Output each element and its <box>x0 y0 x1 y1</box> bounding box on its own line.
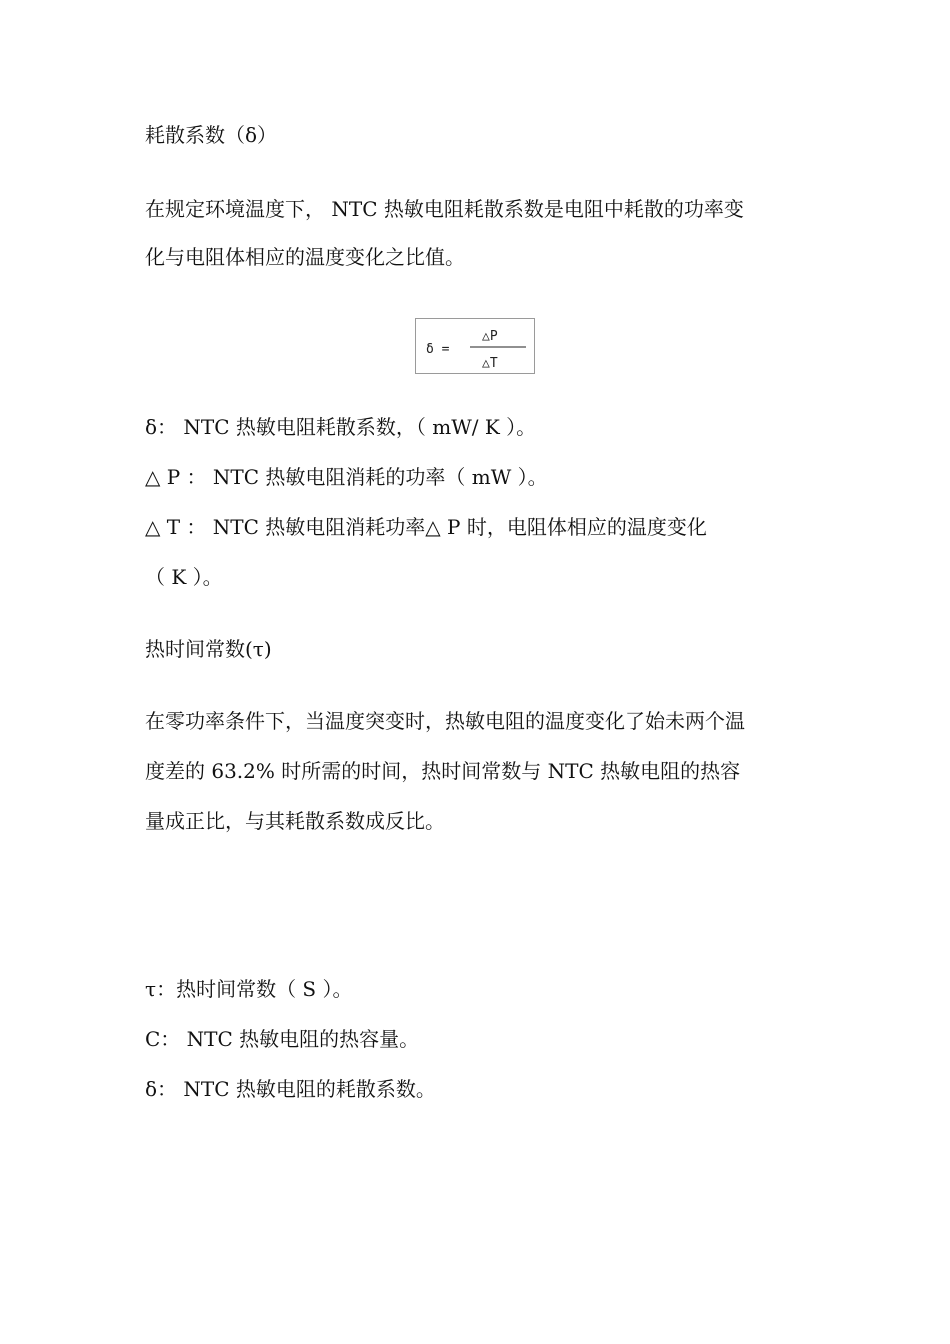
definition-heat-capacity: C： NTC 热敏电阻的热容量。 <box>145 1027 420 1051</box>
paragraph-line: 化与电阻体相应的温度变化之比值。 <box>145 245 465 269</box>
formula-image <box>415 318 535 374</box>
paragraph-line: 量成正比，与其耗散系数成反比。 <box>145 809 445 833</box>
paragraph-line: 在零功率条件下，当温度突变时，热敏电阻的温度变化了始未两个温 <box>145 709 745 733</box>
paragraph-line: 度差的 63.2% 时所需的时间，热时间常数与 NTC 热敏电阻的热容 <box>145 759 741 783</box>
formula-lhs: δ = <box>426 342 450 357</box>
definition-tau: τ：热时间常数（ S ）。 <box>145 977 353 1001</box>
paragraph-line: 在规定环境温度下， NTC 热敏电阻耗散系数是电阻中耗散的功率变 <box>145 197 744 221</box>
section-heading-dissipation: 耗散系数（δ） <box>145 123 278 147</box>
section-heading-time-constant: 热时间常数(τ) <box>145 637 272 661</box>
formula-numerator: △P <box>482 329 498 344</box>
definition-dissipation: δ： NTC 热敏电阻的耗散系数。 <box>145 1077 436 1101</box>
definition-delta-p: △ P ： NTC 热敏电阻消耗的功率（ mW ）。 <box>145 465 548 489</box>
definition-delta-t-unit: （ K ）。 <box>145 565 223 589</box>
formula-denominator: △T <box>482 356 498 371</box>
definition-delta: δ： NTC 热敏电阻耗散系数，（ mW/ K ）。 <box>145 415 537 439</box>
definition-delta-t: △ T ： NTC 热敏电阻消耗功率△ P 时，电阻体相应的温度变化 <box>145 515 707 539</box>
